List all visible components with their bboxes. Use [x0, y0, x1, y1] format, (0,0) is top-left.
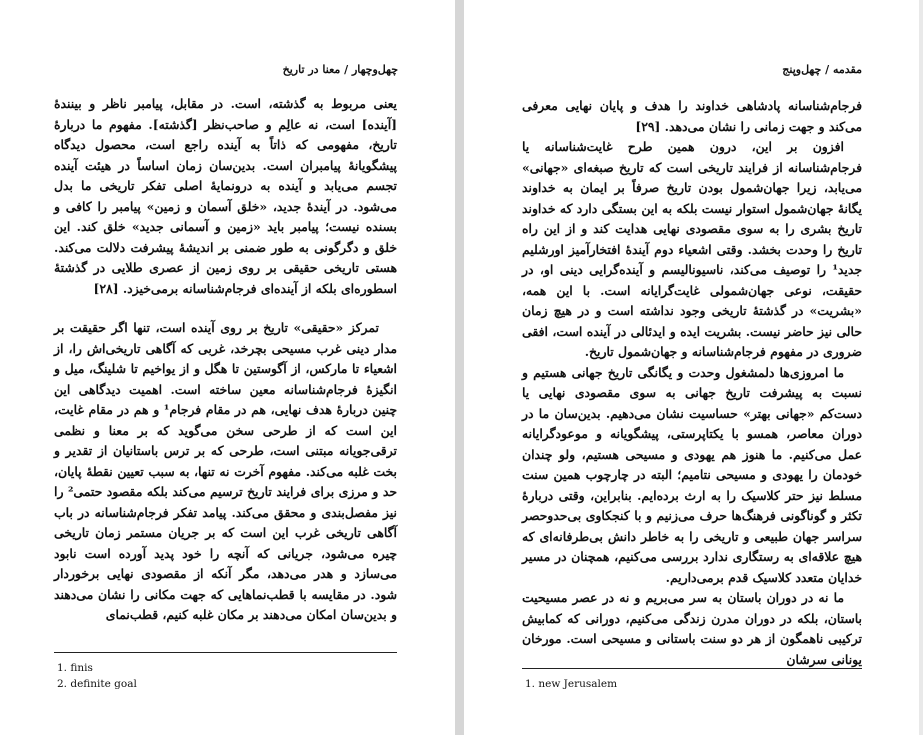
footnote: 2. definite goal	[57, 678, 137, 690]
footnote: 1. new Jerusalem	[525, 678, 618, 690]
running-head: مقدمه / چهل‌وپنج	[782, 63, 862, 76]
footnote: 1. finis	[57, 662, 93, 674]
paragraph: افزون بر این، درون همین طرح غایت‌شناسانه یا فرجام‌شناسانه از فرایند تاریخی است که تاریخ صبغه‌ای «جهانی» می‌یابد، زیرا جهان‌شمول بودن تاریخ صرفاً بر ایمان به خداوند یگانۀ جهان‌شمول استوار نیست بلکه به این بستگی دارد که خداوند تاریخ بشری را به سوی مقصودی نهایی هدایت کند و از این راه تاریخ را وحدت بخشد. وقتی اشعیاء دوم آیندۀ افتخارآمیز اورشلیم جدید¹ را توصیف می‌کند، ناسیونالیسم و آینده‌گرایی دینی او، در حقیقت، نوعی جهان‌شمولی غایت‌گرایانه است. با این همه، «بشریت» در گذشتۀ تاریخی وجود نداشته است و در هیچ زمان حالی نیز حاضر نیست. بشریت ایده و ایدئالی در آینده است، افقی ضروری در مفهوم فرجام‌شناسانه و جهان‌شمول تاریخ.	[522, 139, 862, 359]
body-text-block	[54, 318, 397, 626]
footnote-rule	[522, 668, 862, 669]
paragraph: ما نه در دوران باستان به سر می‌بریم و نه در عصر مسیحیت باستان، بلکه در دوران مدرن زندگی می‌کنیم، دورانی که کمابیش ترکیبی ناهمگون از هر دو سنت باستانی و مسیحی است. مورخان یونانی سرشان	[522, 590, 862, 667]
body-text-block	[54, 94, 397, 299]
left-page	[0, 0, 455, 735]
footnotes	[57, 660, 137, 692]
footnote-rule	[54, 652, 397, 653]
footnotes	[525, 676, 617, 692]
paragraph: یعنی مربوط به گذشته، است. در مقابل، پیامبر ناظر و بینندۀ [آینده] است، نه عالِم و صاحب‌نظر [گذشته]. مفهوم ما دربارۀ تاریخ، مفهومی که ذاتاً به آینده راجع است، محصول دیدگاه پیشگویانۀ پیامبران است. بدین‌سان زمان اساساً در هیئت آینده تجسم می‌یابد و آینده به درونمایۀ اصلی تفکر تاریخی ما بدل می‌شود. در آیندۀ جدید، «خلق آسمان و زمین» پیامبر را کافی و بسنده نیست؛ پیامبر باید «زمین و آسمانی جدید» خلق کند. این خلق و دگرگونی به طور ضمنی بر اندیشۀ پیشرفت دلالت می‌کند. هستی تاریخی حقیقی بر روی زمین از عصری طلایی در گذشتۀ اسطوره‌ای بلکه از آینده‌ای فرجام‌شناسانه برمی‌خیزد. [۲۸]	[54, 96, 397, 296]
running-head: چهل‌وچهار / معنا در تاریخ	[282, 63, 398, 76]
paragraph: فرجام‌شناسانه پادشاهی خداوند را هدف و پایان نهایی معرفی می‌کند و جهت زمانی را نشان می‌دهد. [۲۹]	[522, 98, 862, 134]
paragraph: ما امروزی‌ها دلمشغول وحدت و یگانگی تاریخ جهانی هستیم و نسبت به پیشرفت تاریخ جهانی به سوی مقصودی نهایی یا دست‌کم «جهانی بهتر» حساسیت نشان می‌دهیم. بدین‌سان ما در دوران معاصر، همسو با یکتاپرستی، پیشگویانه و موعودگرایانه عمل می‌کنیم. ما هنوز هم یهودی و مسیحی هستیم، ولو چندان خودمان را یهودی و مسیحی نتامیم؛ البته در چارچوب همین سنت مسلط نیز حتر کلاسیک را به ارث برده‌ایم. بنابراین، وقتی دربارۀ تکثر و گوناگونی فرهنگ‌ها حرف می‌زنیم و با کنجکاوی بی‌حدوحصر سراسر جهان طبیعی و تاریخی را به خاطر دانش بی‌طرفانه‌ای که هیچ علاقه‌ای به رستگاری ندارد بررسی می‌کنیم، همچنان در مسیر خدایان متعدد کلاسیک قدم برمی‌داریم.	[522, 364, 862, 585]
paragraph: تمرکز «حقیقی» تاریخ بر روی آینده است، تنها اگر حقیقت بر مدار دینی غرب مسیحی بچرخد، غربی که آگاهی تاریخی‌اش را، از اشعیاء تا مارکس، از آگوستین تا هگل و از یواخیم تا شلینگ، میل و انگیزۀ فرجام‌شناسانه معین ساخته است. اهمیت دیدگاهی این چنین دربارۀ هدف نهایی، هم در مقام فرجام¹ و هم در مقام غایت، این است که از طرحی سخن می‌گوید که بر معنا و نظمی ترقی‌جویانه مبتنی است، طرحی که بر ترس باستانیان از تقدیر و بخت غلبه می‌کند. مفهوم آخرت نه تنها، به سبب تعیین نقطۀ پایان، حد و مرزی برای فرایند تاریخ ترسیم می‌کند بلکه مقصود حتمی² را نیز مفصل‌بندی و محقق می‌کند. پیامد تفکر فرجام‌شناسانه در باب آگاهی تاریخی غرب این است که بر جریان مستمر زمان تاریخی چیره می‌شود، جریانی که آنچه را خود پدید آورده است نابود می‌سازد و هدر می‌دهد، مگر آنکه از مقصودی نهایی برخوردار شود. در مقایسه با قطب‌نماهایی که جهت مکانی را نشان می‌دهند و بدین‌سان امکان می‌دهند بر مکان غلبه کنیم، قطب‌نمای	[54, 320, 398, 622]
right-page	[464, 0, 919, 735]
body-text-block	[522, 96, 862, 670]
book-gutter	[455, 0, 464, 735]
